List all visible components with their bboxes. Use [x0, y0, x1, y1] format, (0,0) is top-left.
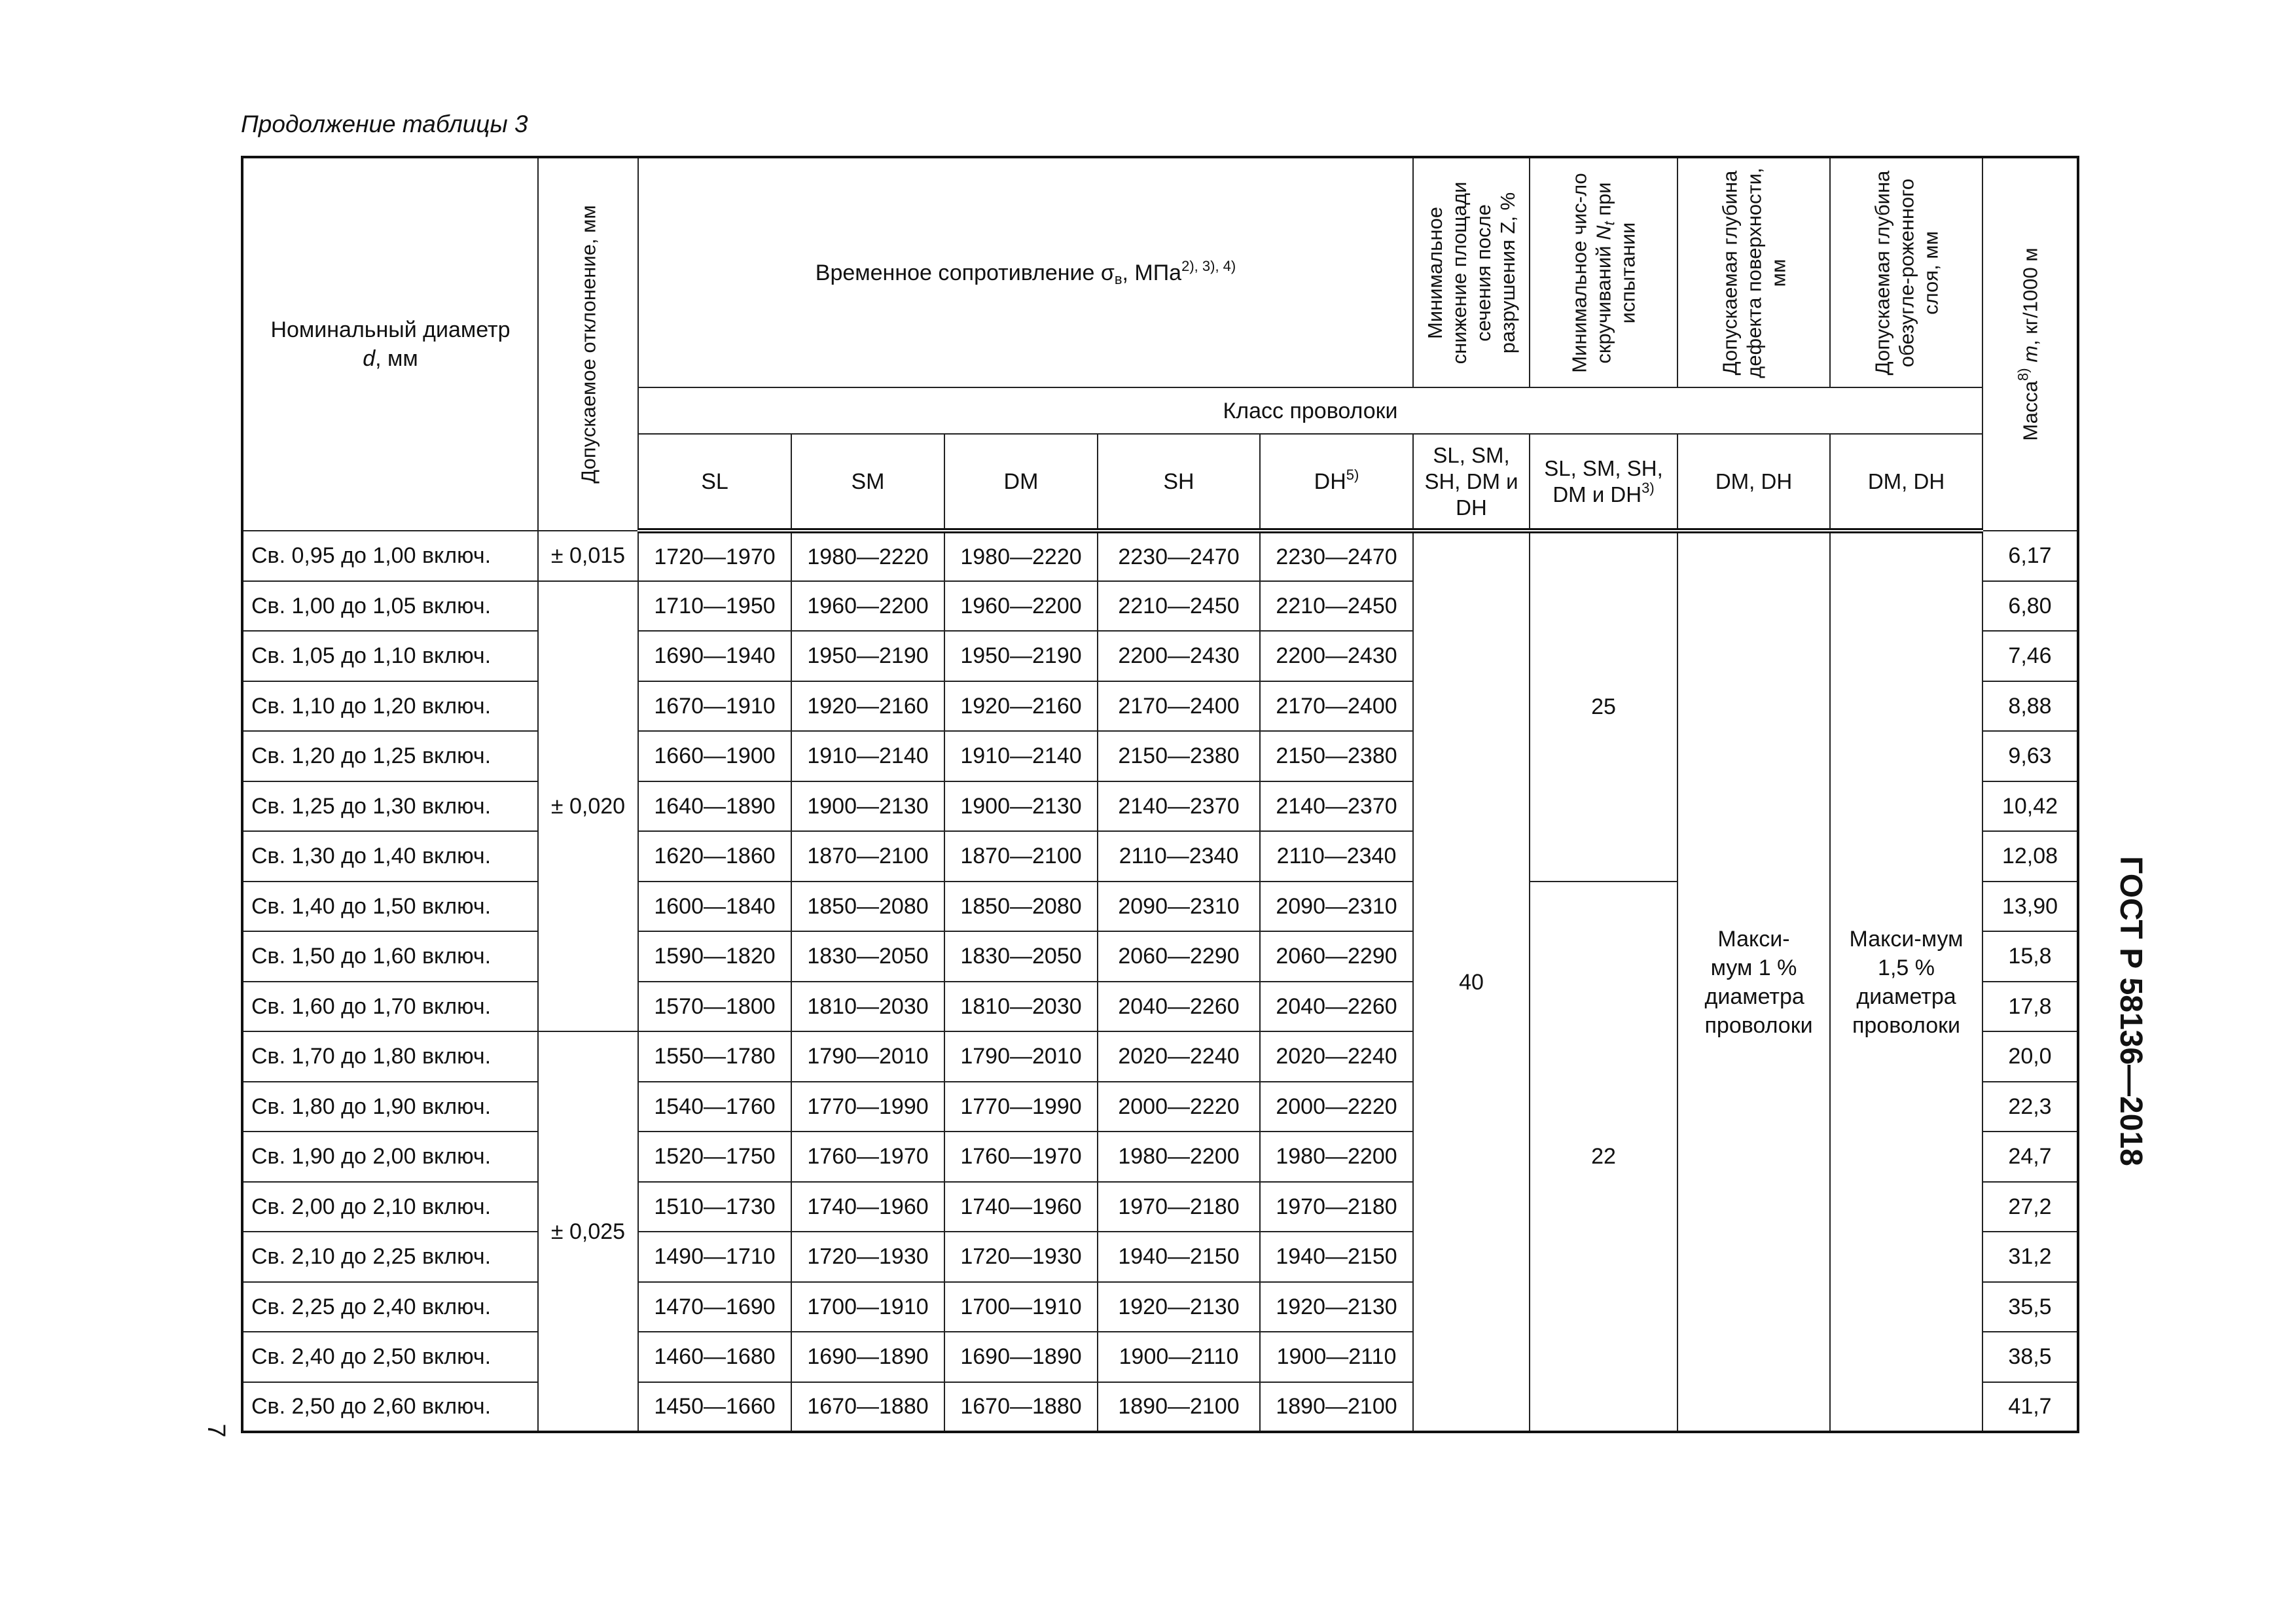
strength-dh-cell: 2210—2450: [1260, 581, 1413, 632]
strength-sm-cell: 1910—2140: [791, 731, 944, 781]
strength-sl-cell: 1710—1950: [638, 581, 791, 632]
strength-sh-cell: 1890—2100: [1098, 1382, 1260, 1433]
decarb-classes: DM, DH: [1830, 434, 1982, 531]
strength-dm-cell: 1810—2030: [944, 982, 1098, 1032]
strength-dh-cell: 2230—2470: [1260, 531, 1413, 581]
strength-sm-cell: 1690—1890: [791, 1332, 944, 1382]
strength-dm-cell: 1910—2140: [944, 731, 1098, 781]
mass-cell: 20,0: [1982, 1031, 2078, 1082]
header-z-reduction: Минимальное снижение площади сечения после разрушения Z, %: [1413, 157, 1530, 387]
strength-sh-cell: 2150—2380: [1098, 731, 1260, 781]
tolerance-cell: ± 0,015: [538, 531, 638, 581]
diameter-cell: Св. 1,60 до 1,70 включ.: [242, 982, 538, 1032]
table-header: [242, 157, 2078, 531]
strength-sh-cell: 2170—2400: [1098, 681, 1260, 732]
table-body: [242, 531, 2078, 1432]
strength-sl-cell: 1450—1660: [638, 1382, 791, 1433]
mass-cell: 22,3: [1982, 1082, 2078, 1132]
strength-dm-cell: 1830—2050: [944, 931, 1098, 982]
mass-cell: 13,90: [1982, 882, 2078, 932]
strength-sm-cell: 1720—1930: [791, 1232, 944, 1282]
strength-dm-cell: 1700—1910: [944, 1282, 1098, 1332]
mass-cell: 9,63: [1982, 731, 2078, 781]
strength-dh-cell: 2140—2370: [1260, 781, 1413, 832]
strength-sh-cell: 2230—2470: [1098, 531, 1260, 581]
strength-sh-cell: 1970—2180: [1098, 1182, 1260, 1232]
mass-cell: 31,2: [1982, 1232, 2078, 1282]
strength-dm-cell: 1950—2190: [944, 631, 1098, 681]
mass-cell: 38,5: [1982, 1332, 2078, 1382]
strength-sm-cell: 1830—2050: [791, 931, 944, 982]
header-defect-depth: Допускаемая глубина дефекта поверхности, мм: [1677, 157, 1830, 387]
header-tensile-strength: Временное сопротивление $\sigma_в$, МПа$^{2), 3), 4)}$: [638, 157, 1413, 387]
mass-cell: 27,2: [1982, 1182, 2078, 1232]
strength-sh-cell: 2140—2370: [1098, 781, 1260, 832]
tolerance-cell: ± 0,025: [538, 1031, 638, 1432]
strength-dm-cell: 1920—2160: [944, 681, 1098, 732]
strength-sm-cell: 1900—2130: [791, 781, 944, 832]
strength-sh-cell: 2210—2450: [1098, 581, 1260, 632]
strength-sl-cell: 1690—1940: [638, 631, 791, 681]
decarb-value-cell: Макси-мум 1,5 % диаметра проволоки: [1830, 531, 1982, 1432]
strength-dh-cell: 2040—2260: [1260, 982, 1413, 1032]
diameter-cell: Св. 1,00 до 1,05 включ.: [242, 581, 538, 632]
table-caption: Продолжение таблицы 3: [241, 111, 528, 137]
strength-dh-cell: 2200—2430: [1260, 631, 1413, 681]
diameter-cell: Св. 2,50 до 2,60 включ.: [242, 1382, 538, 1433]
strength-sh-cell: 2020—2240: [1098, 1031, 1260, 1082]
header-wire-class: Класс проволоки: [638, 387, 1982, 434]
strength-sl-cell: 1640—1890: [638, 781, 791, 832]
diameter-cell: Св. 1,10 до 1,20 включ.: [242, 681, 538, 732]
strength-sm-cell: 1790—2010: [791, 1031, 944, 1082]
strength-dm-cell: 1900—2130: [944, 781, 1098, 832]
twists-value-cell: 22: [1530, 882, 1677, 1433]
strength-dh-cell: 1890—2100: [1260, 1382, 1413, 1433]
strength-sm-cell: 1870—2100: [791, 831, 944, 882]
strength-sm-cell: 1770—1990: [791, 1082, 944, 1132]
strength-dh-cell: 2150—2380: [1260, 731, 1413, 781]
strength-sm-cell: 1950—2190: [791, 631, 944, 681]
header-twists: Минимальное чис-ло скручиваний $N_t$ при испытании: [1530, 157, 1677, 387]
mass-cell: 8,88: [1982, 681, 2078, 732]
strength-dh-cell: 2090—2310: [1260, 882, 1413, 932]
strength-dh-cell: 1940—2150: [1260, 1232, 1413, 1282]
strength-sl-cell: 1600—1840: [638, 882, 791, 932]
mass-cell: 17,8: [1982, 982, 2078, 1032]
diameter-cell: Св. 1,20 до 1,25 включ.: [242, 731, 538, 781]
strength-dm-cell: 1740—1960: [944, 1182, 1098, 1232]
header-decarb-depth: Допускаемая глубина обезугле-роженного слоя, мм: [1830, 157, 1982, 387]
strength-sh-cell: 1920—2130: [1098, 1282, 1260, 1332]
diameter-cell: Св. 1,30 до 1,40 включ.: [242, 831, 538, 882]
diameter-cell: Св. 1,70 до 1,80 включ.: [242, 1031, 538, 1082]
strength-dm-cell: 1790—2010: [944, 1031, 1098, 1082]
strength-sm-cell: 1920—2160: [791, 681, 944, 732]
strength-dm-cell: 1720—1930: [944, 1232, 1098, 1282]
strength-dh-cell: 1920—2130: [1260, 1282, 1413, 1332]
mass-cell: 12,08: [1982, 831, 2078, 882]
diameter-cell: Св. 0,95 до 1,00 включ.: [242, 531, 538, 581]
strength-dh-cell: 1980—2200: [1260, 1132, 1413, 1182]
strength-dh-cell: 2020—2240: [1260, 1031, 1413, 1082]
diameter-cell: Св. 1,40 до 1,50 включ.: [242, 882, 538, 932]
strength-sm-cell: 1850—2080: [791, 882, 944, 932]
header-mass: Масса$^{8)}$ m, кг/1000 м: [1982, 157, 2078, 531]
strength-sl-cell: 1550—1780: [638, 1031, 791, 1082]
strength-sl-cell: 1460—1680: [638, 1332, 791, 1382]
strength-dm-cell: 1690—1890: [944, 1332, 1098, 1382]
diameter-cell: Св. 2,00 до 2,10 включ.: [242, 1182, 538, 1232]
strength-sl-cell: 1720—1970: [638, 531, 791, 581]
diameter-cell: Св. 1,25 до 1,30 включ.: [242, 781, 538, 832]
diameter-cell: Св. 1,80 до 1,90 включ.: [242, 1082, 538, 1132]
strength-sh-cell: 2200—2430: [1098, 631, 1260, 681]
strength-dh-cell: 2060—2290: [1260, 931, 1413, 982]
mass-cell: 15,8: [1982, 931, 2078, 982]
twist-classes: SL, SM, SH, DM и DH$^{3)}$: [1530, 434, 1677, 531]
diameter-cell: Св. 1,50 до 1,60 включ.: [242, 931, 538, 982]
strength-sh-cell: 2000—2220: [1098, 1082, 1260, 1132]
strength-sl-cell: 1490—1710: [638, 1232, 791, 1282]
strength-sh-cell: 1900—2110: [1098, 1332, 1260, 1382]
class-sl: SL: [638, 434, 791, 531]
strength-dm-cell: 1770—1990: [944, 1082, 1098, 1132]
defect-classes: DM, DH: [1677, 434, 1830, 531]
diameter-cell: Св. 2,25 до 2,40 включ.: [242, 1282, 538, 1332]
strength-sm-cell: 1980—2220: [791, 531, 944, 581]
header-tolerance: Допускаемое отклонение, мм: [538, 157, 638, 531]
strength-sl-cell: 1670—1910: [638, 681, 791, 732]
strength-dm-cell: 1850—2080: [944, 882, 1098, 932]
strength-dm-cell: 1870—2100: [944, 831, 1098, 882]
strength-sm-cell: 1960—2200: [791, 581, 944, 632]
strength-sm-cell: 1740—1960: [791, 1182, 944, 1232]
strength-sl-cell: 1620—1860: [638, 831, 791, 882]
strength-sh-cell: 2090—2310: [1098, 882, 1260, 932]
strength-sm-cell: 1700—1910: [791, 1282, 944, 1332]
strength-sh-cell: 2040—2260: [1098, 982, 1260, 1032]
diameter-cell: Св. 1,90 до 2,00 включ.: [242, 1132, 538, 1182]
mass-cell: 41,7: [1982, 1382, 2078, 1433]
strength-dh-cell: 2110—2340: [1260, 831, 1413, 882]
strength-dh-cell: 1970—2180: [1260, 1182, 1413, 1232]
strength-sl-cell: 1520—1750: [638, 1132, 791, 1182]
diameter-cell: Св. 2,40 до 2,50 включ.: [242, 1332, 538, 1382]
mass-cell: 24,7: [1982, 1132, 2078, 1182]
table-row: [242, 531, 2078, 581]
class-sm: SM: [791, 434, 944, 531]
mass-cell: 35,5: [1982, 1282, 2078, 1332]
class-dm: DM: [944, 434, 1098, 531]
mass-cell: 6,17: [1982, 531, 2078, 581]
strength-sh-cell: 1980—2200: [1098, 1132, 1260, 1182]
wire-properties-table: [241, 156, 2079, 1433]
strength-sh-cell: 2060—2290: [1098, 931, 1260, 982]
z-value-cell: 40: [1413, 531, 1530, 1432]
strength-sm-cell: 1760—1970: [791, 1132, 944, 1182]
page-number: 7: [202, 1423, 230, 1438]
tolerance-cell: ± 0,020: [538, 581, 638, 1032]
defect-value-cell: Макси-мум 1 % диаметра проволоки: [1677, 531, 1830, 1432]
strength-sm-cell: 1670—1880: [791, 1382, 944, 1433]
mass-cell: 6,80: [1982, 581, 2078, 632]
diameter-cell: Св. 2,10 до 2,25 включ.: [242, 1232, 538, 1282]
strength-sl-cell: 1470—1690: [638, 1282, 791, 1332]
strength-sh-cell: 2110—2340: [1098, 831, 1260, 882]
diameter-cell: Св. 1,05 до 1,10 включ.: [242, 631, 538, 681]
twists-value-cell: 25: [1530, 531, 1677, 882]
strength-sl-cell: 1660—1900: [638, 731, 791, 781]
strength-sl-cell: 1570—1800: [638, 982, 791, 1032]
mass-cell: 7,46: [1982, 631, 2078, 681]
strength-dh-cell: 2170—2400: [1260, 681, 1413, 732]
strength-dm-cell: 1960—2200: [944, 581, 1098, 632]
strength-sm-cell: 1810—2030: [791, 982, 944, 1032]
header-diameter: Номинальный диаметр d, мм: [242, 157, 538, 531]
strength-sl-cell: 1590—1820: [638, 931, 791, 982]
z-classes: SL, SM, SH, DM и DH: [1413, 434, 1530, 531]
strength-sl-cell: 1540—1760: [638, 1082, 791, 1132]
strength-sl-cell: 1510—1730: [638, 1182, 791, 1232]
strength-dm-cell: 1760—1970: [944, 1132, 1098, 1182]
mass-cell: 10,42: [1982, 781, 2078, 832]
strength-dh-cell: 2000—2220: [1260, 1082, 1413, 1132]
strength-dm-cell: 1980—2220: [944, 531, 1098, 581]
document-code: ГОСТ Р 58136—2018: [2113, 856, 2148, 1166]
strength-dh-cell: 1900—2110: [1260, 1332, 1413, 1382]
class-sh: SH: [1098, 434, 1260, 531]
class-dh: DH$^{5)}$: [1260, 434, 1413, 531]
strength-dm-cell: 1670—1880: [944, 1382, 1098, 1433]
strength-sh-cell: 1940—2150: [1098, 1232, 1260, 1282]
